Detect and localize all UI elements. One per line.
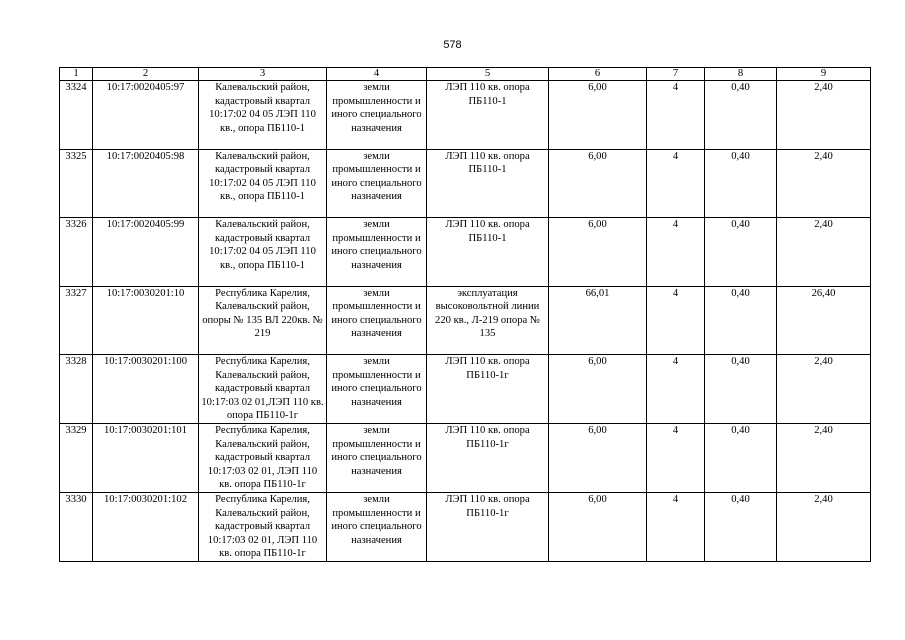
permitted-use-cell: ЛЭП 110 кв. опора ПБ110-1г (427, 423, 549, 492)
table-row (60, 423, 871, 492)
location-cell: Республика Карелия, Калевальский район, опоры № 135 ВЛ 220кв. № 219 (199, 286, 327, 355)
value-cell-7: 4 (647, 81, 705, 150)
value-cell-7: 4 (647, 149, 705, 218)
value-cell-9: 2,40 (777, 149, 871, 218)
value-cell-9: 26,40 (777, 286, 871, 355)
permitted-use-cell: ЛЭП 110 кв. опора ПБ110-1 (427, 81, 549, 150)
column-header: 9 (777, 68, 871, 81)
value-cell-6: 6,00 (549, 423, 647, 492)
permitted-use-cell: ЛЭП 110 кв. опора ПБ110-1 (427, 149, 549, 218)
column-header: 3 (199, 68, 327, 81)
record-number-cell: 3327 (60, 286, 93, 355)
value-cell-8: 0,40 (705, 149, 777, 218)
value-cell-9: 2,40 (777, 355, 871, 424)
table-row (60, 218, 871, 287)
value-cell-7: 4 (647, 286, 705, 355)
column-header: 4 (327, 68, 427, 81)
value-cell-7: 4 (647, 218, 705, 287)
land-category-cell: земли промышленности и иного специального назначения (327, 149, 427, 218)
value-cell-8: 0,40 (705, 355, 777, 424)
location-cell: Республика Карелия, Калевальский район, кадастровый квартал 10:17:03 02 01, ЛЭП 110 кв. опора ПБ110-1г (199, 492, 327, 561)
column-header: 6 (549, 68, 647, 81)
record-number-cell: 3329 (60, 423, 93, 492)
land-registry-table (59, 67, 871, 562)
location-cell: Калевальский район, кадастровый квартал 10:17:02 04 05 ЛЭП 110 кв., опора ПБ110-1 (199, 218, 327, 287)
location-cell: Республика Карелия, Калевальский район, кадастровый квартал 10:17:03 02 01, ЛЭП 110 кв. опора ПБ110-1г (199, 423, 327, 492)
permitted-use-cell: эксплуатация высоковольтной линии 220 кв., Л-219 опора № 135 (427, 286, 549, 355)
cadastral-number-cell: 10:17:0020405:97 (93, 81, 199, 150)
land-category-cell: земли промышленности и иного специального назначения (327, 286, 427, 355)
value-cell-6: 6,00 (549, 81, 647, 150)
permitted-use-cell: ЛЭП 110 кв. опора ПБ110-1г (427, 492, 549, 561)
land-category-cell: земли промышленности и иного специального назначения (327, 355, 427, 424)
value-cell-7: 4 (647, 492, 705, 561)
permitted-use-cell: ЛЭП 110 кв. опора ПБ110-1г (427, 355, 549, 424)
column-header: 7 (647, 68, 705, 81)
value-cell-7: 4 (647, 355, 705, 424)
cadastral-number-cell: 10:17:0030201:100 (93, 355, 199, 424)
value-cell-8: 0,40 (705, 81, 777, 150)
value-cell-8: 0,40 (705, 423, 777, 492)
table-row (60, 149, 871, 218)
value-cell-6: 6,00 (549, 149, 647, 218)
value-cell-7: 4 (647, 423, 705, 492)
column-header: 8 (705, 68, 777, 81)
cadastral-number-cell: 10:17:0020405:99 (93, 218, 199, 287)
cadastral-number-cell: 10:17:0020405:98 (93, 149, 199, 218)
table-row (60, 81, 871, 150)
permitted-use-cell: ЛЭП 110 кв. опора ПБ110-1 (427, 218, 549, 287)
column-header: 5 (427, 68, 549, 81)
land-category-cell: земли промышленности и иного специального назначения (327, 218, 427, 287)
value-cell-6: 66,01 (549, 286, 647, 355)
land-category-cell: земли промышленности и иного специального назначения (327, 81, 427, 150)
record-number-cell: 3328 (60, 355, 93, 424)
cadastral-number-cell: 10:17:0030201:101 (93, 423, 199, 492)
value-cell-6: 6,00 (549, 355, 647, 424)
cadastral-number-cell: 10:17:0030201:102 (93, 492, 199, 561)
table-row (60, 355, 871, 424)
table-header-row (60, 68, 871, 81)
record-number-cell: 3326 (60, 218, 93, 287)
value-cell-8: 0,40 (705, 218, 777, 287)
page-number: 578 (443, 39, 462, 51)
table-row (60, 492, 871, 561)
value-cell-6: 6,00 (549, 492, 647, 561)
location-cell: Калевальский район, кадастровый квартал 10:17:02 04 05 ЛЭП 110 кв., опора ПБ110-1 (199, 81, 327, 150)
value-cell-8: 0,40 (705, 492, 777, 561)
value-cell-9: 2,40 (777, 218, 871, 287)
table-row (60, 286, 871, 355)
land-category-cell: земли промышленности и иного специального назначения (327, 492, 427, 561)
land-category-cell: земли промышленности и иного специального назначения (327, 423, 427, 492)
location-cell: Калевальский район, кадастровый квартал 10:17:02 04 05 ЛЭП 110 кв., опора ПБ110-1 (199, 149, 327, 218)
value-cell-9: 2,40 (777, 81, 871, 150)
value-cell-9: 2,40 (777, 423, 871, 492)
record-number-cell: 3330 (60, 492, 93, 561)
record-number-cell: 3325 (60, 149, 93, 218)
record-number-cell: 3324 (60, 81, 93, 150)
value-cell-9: 2,40 (777, 492, 871, 561)
column-header: 1 (60, 68, 93, 81)
cadastral-number-cell: 10:17:0030201:10 (93, 286, 199, 355)
column-header: 2 (93, 68, 199, 81)
value-cell-6: 6,00 (549, 218, 647, 287)
value-cell-8: 0,40 (705, 286, 777, 355)
location-cell: Республика Карелия, Калевальский район, кадастровый квартал 10:17:03 02 01,ЛЭП 110 кв. опора ПБ110-1г (199, 355, 327, 424)
